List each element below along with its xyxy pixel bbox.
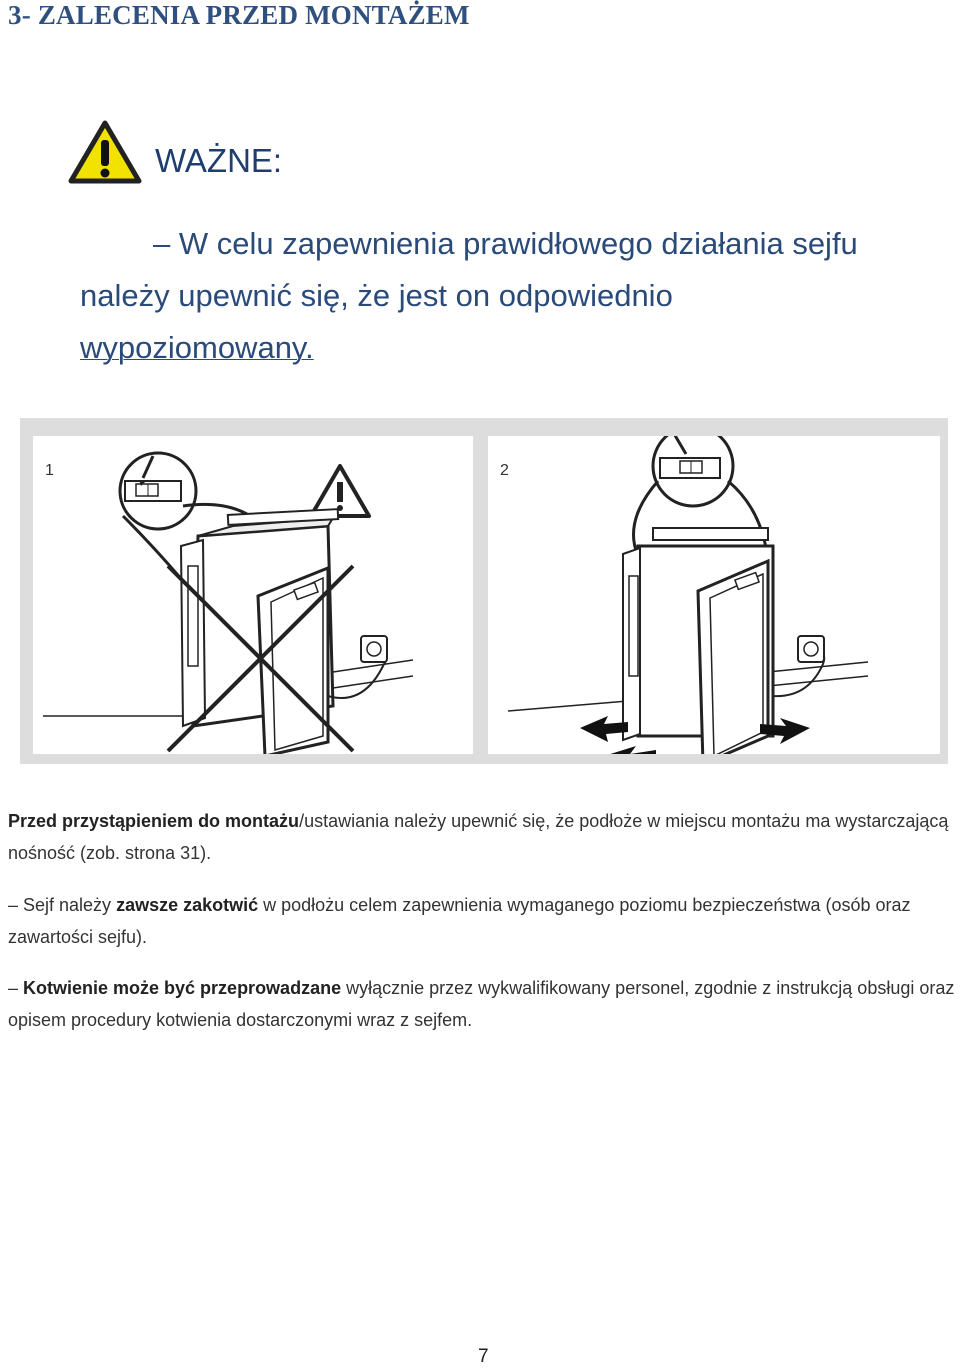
panel-2-illustration xyxy=(488,436,940,754)
section-title: 3- ZALECENIA PRZED MONTAŻEM xyxy=(8,0,470,30)
power-socket-icon xyxy=(361,636,387,662)
paragraph-3-text: wyłącznie przez wykwalifikowany personel, zgodnie z instrukcją obsługi oraz opisem procedury kotwienia dostarczonymi wraz z sejfem. xyxy=(8,978,955,1030)
important-text xyxy=(80,218,940,374)
paragraph-2-prefix: – Sejf należy xyxy=(8,895,117,915)
paragraph-2-text: w podłożu celem zapewnienia wymaganego poziomu bezpieczeństwa (osób oraz zawartości sejfu). xyxy=(8,895,911,947)
paragraph-load-capacity xyxy=(8,805,956,869)
panel-number-1: 1 xyxy=(45,462,54,479)
paragraph-3-bold: Kotwienie może być przeprowadzane xyxy=(23,978,342,998)
level-gauge-icon xyxy=(653,436,733,506)
paragraph-3-prefix: – xyxy=(8,978,24,998)
important-line-2: należy upewnić się, że jest on odpowiednio xyxy=(80,278,673,313)
figure-panel-correct xyxy=(488,436,940,754)
warning-triangle-icon xyxy=(311,466,369,516)
panel-number-2: 2 xyxy=(500,462,509,479)
paragraph-1-text: /ustawiania należy upewnić się, że podłoże w miejscu montażu ma wystarczającą nośność (zob. strona 31). xyxy=(8,811,949,863)
leveling-figure xyxy=(20,418,948,764)
paragraph-anchoring xyxy=(8,889,956,953)
paragraph-qualified-personnel xyxy=(8,972,956,1036)
figure-panel-incorrect xyxy=(33,436,473,754)
important-line-1: – W celu zapewnienia prawidłowego działania sejfu xyxy=(153,226,858,261)
warning-triangle-icon xyxy=(68,120,142,184)
paragraph-2-bold: zawsze zakotwić xyxy=(116,895,259,915)
important-title: WAŻNE: xyxy=(155,142,283,179)
level-gauge-icon xyxy=(120,453,196,529)
paragraph-1-bold: Przed przystąpieniem do montażu xyxy=(8,811,300,831)
page-number: 7 xyxy=(478,1346,489,1367)
important-line-3: wypoziomowany. xyxy=(80,330,314,365)
panel-1-illustration xyxy=(33,436,473,754)
power-socket-icon xyxy=(798,636,824,662)
